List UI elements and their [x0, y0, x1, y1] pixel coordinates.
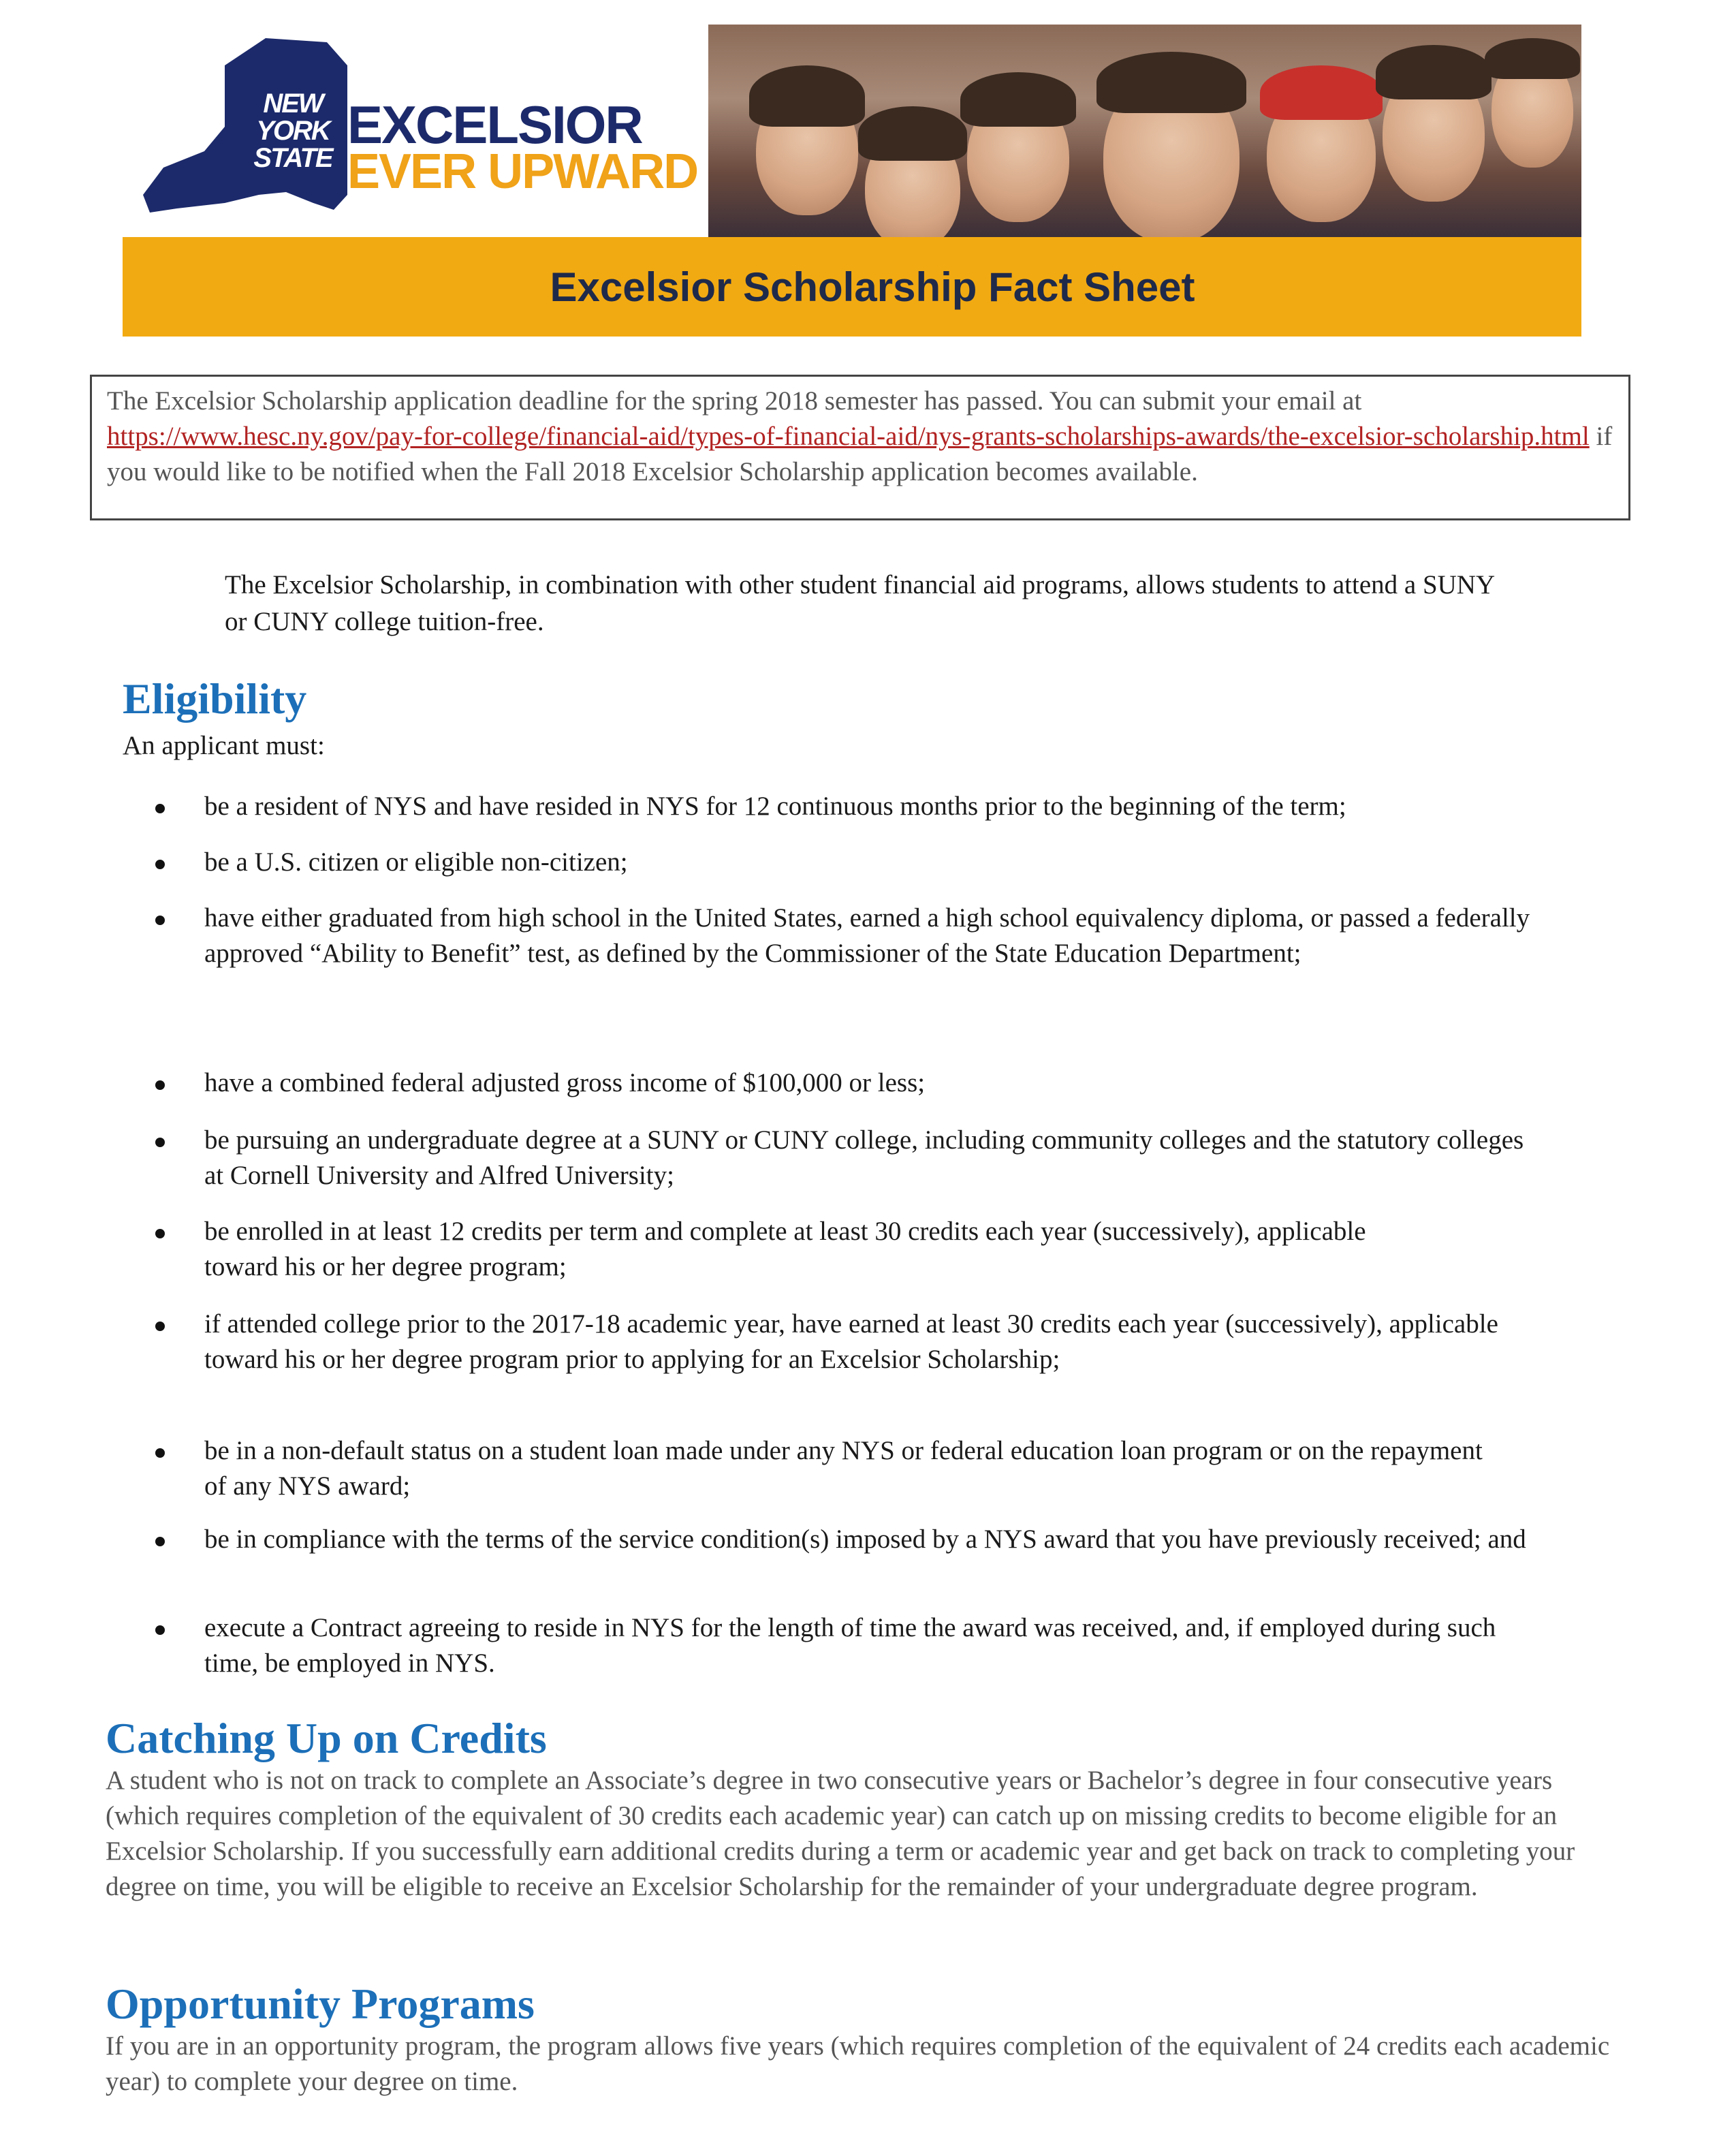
eligibility-heading: Eligibility [123, 674, 307, 723]
bullet-icon [155, 1322, 165, 1331]
list-item: be a resident of NYS and have resided in NYS for 12 continuous months prior to the beginning of the term; [204, 792, 1346, 821]
notice-link[interactable]: https://www.hesc.ny.gov/pay-for-college/financial-aid/types-of-financial-aid/nys-grants-scholarships-awards/the-excelsior-scholarship.html [107, 422, 1590, 451]
list-item: have a combined federal adjusted gross income of $100,000 or less; [204, 1068, 926, 1097]
list-item: be pursuing an undergraduate degree at a SUNY or CUNY college, including community colleges and the statutory colleges at Cornell University and Alfred University; [204, 1125, 1524, 1190]
catching-up-heading: Catching Up on Credits [106, 1714, 547, 1762]
notice-text-after: if you would like to be notified when the Fall 2018 Excelsior Scholarship application becomes available. [107, 422, 1613, 486]
list-item: execute a Contract agreeing to reside in NYS for the length of time the award was received, and, if employed during such time, be employed in NYS. [204, 1613, 1496, 1678]
catching-up-paragraph: A student who is not on track to complete an Associate’s degree in two consecutive years or Bachelor’s degree in four consecutive years (which requires completion of the equivalent of 30 credits each academic year) can catch up on missing credits to become eligible for an Excelsior Scholarship. If you successfully earn additional credits during a term or academic year and get back on track to completing your degree on time, you will be eligible to receive an Excelsior Scholarship for the remainder of your undergraduate degree program. [106, 1766, 1575, 1901]
bullet-icon [155, 804, 165, 813]
list-item: be a U.S. citizen or eligible non-citizen; [204, 847, 628, 877]
logo-new-york-state: NEW YORK STATE [253, 89, 332, 173]
intro-paragraph: The Excelsior Scholarship, in combination with other student financial aid programs, allows students to attend a SUNY or CUNY college tuition-free. [225, 570, 1494, 636]
list-item: be enrolled in at least 12 credits per term and complete at least 30 credits each year (successively), applicable toward his or her degree program; [204, 1217, 1366, 1281]
list-item: be in a non-default status on a student loan made under any NYS or federal education loan program or on the repayment of any NYS award; [204, 1436, 1483, 1501]
bullet-icon [155, 1229, 165, 1238]
logo-ever-upward: EVER UPWARD [347, 144, 698, 199]
deadline-notice-box [90, 375, 1630, 520]
list-item: be in compliance with the terms of the service condition(s) imposed by a NYS award that you have previously received; and [204, 1525, 1526, 1554]
bullet-icon [155, 1080, 165, 1090]
bullet-icon [155, 1138, 165, 1147]
eligibility-lead: An applicant must: [123, 731, 325, 760]
banner-title-bar [123, 237, 1581, 337]
bullet-icon [155, 1625, 165, 1635]
bullet-icon [155, 1448, 165, 1458]
opportunity-heading: Opportunity Programs [106, 1980, 535, 2028]
list-item: if attended college prior to the 2017-18 academic year, have earned at least 30 credits each year (successively), applicable toward his or her degree program prior to applying for an Excelsior Scholarship; [204, 1309, 1498, 1374]
logo-excelsior: EXCELSIOR [347, 95, 642, 155]
students-group-photo [708, 25, 1581, 237]
bullet-icon [155, 1537, 165, 1546]
bullet-icon [155, 860, 165, 869]
page-title: Excelsior Scholarship Fact Sheet [550, 264, 1195, 310]
header-banner [123, 25, 1581, 337]
opportunity-paragraph: If you are in an opportunity program, the program allows five years (which requires completion of the equivalent of 24 credits each academic year) to complete your degree on time. [106, 2031, 1610, 2096]
bullet-icon [155, 916, 165, 925]
notice-text-before: The Excelsior Scholarship application deadline for the spring 2018 semester has passed. You can submit your email at [107, 386, 1362, 416]
list-item: have either graduated from high school in the United States, earned a high school equivalency diploma, or passed a federally approved “Ability to Benefit” test, as defined by the Commissioner of the State Education Department; [204, 903, 1530, 968]
